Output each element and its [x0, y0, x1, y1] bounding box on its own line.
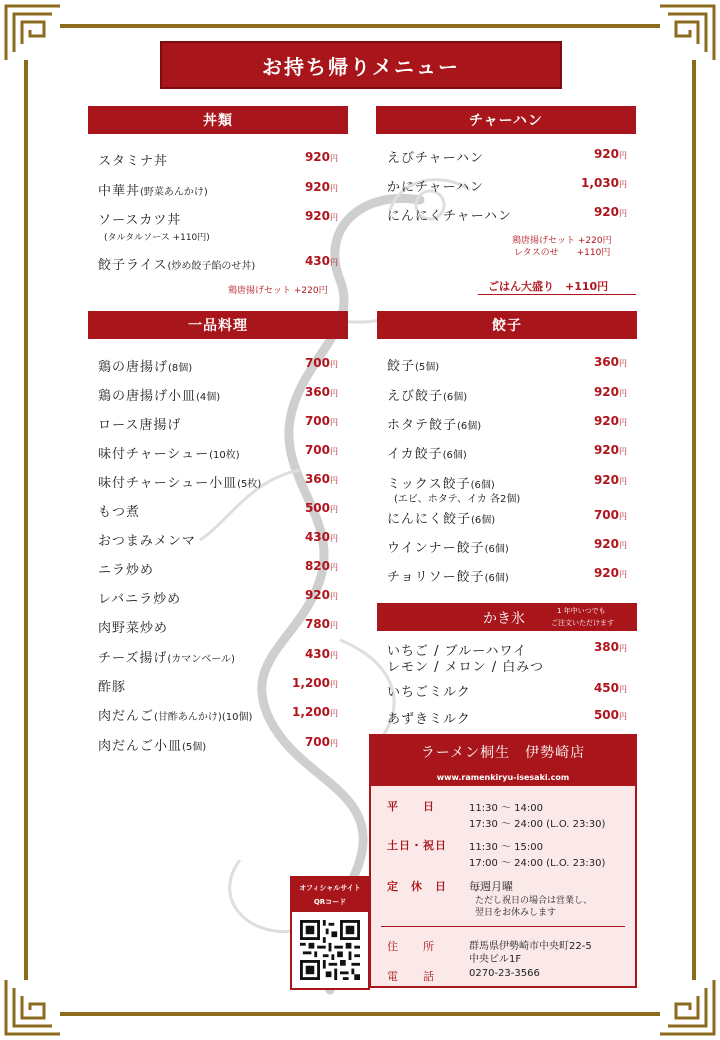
menu-item [387, 508, 627, 530]
item-note: (6個) [484, 573, 509, 584]
price-unit: 円 [619, 180, 627, 189]
item-price: 920 [593, 443, 619, 457]
menu-item [387, 537, 627, 559]
price-unit: 円 [619, 418, 627, 427]
item-note: (野菜あんかけ) [140, 187, 208, 198]
item-price: 1,200 [292, 705, 330, 719]
item-price: 360 [304, 472, 330, 486]
item-price: 700 [304, 735, 330, 749]
price-unit: 円 [619, 712, 627, 721]
item-name: スタミナ丼 [98, 154, 169, 169]
price-unit: 円 [619, 151, 627, 160]
qr-label [292, 878, 368, 912]
item-name: えびチャーハン [387, 151, 484, 166]
weekday-hours-1: 11:30 ～ 14:00 [469, 803, 543, 814]
section-title: 丼類 [203, 113, 233, 129]
section-title: かき氷 [483, 611, 525, 627]
chahan-set-note: 鶏唐揚げセット +220円 [512, 236, 612, 246]
item-name: ロース唐揚げ [98, 418, 182, 433]
item-price: 500 [593, 708, 619, 722]
price-unit: 円 [619, 685, 627, 694]
menu-item [98, 735, 338, 757]
holiday-label: 土日・祝日 [387, 839, 447, 852]
menu-item [98, 705, 338, 727]
item-name: 肉野菜炒め [98, 621, 169, 636]
price-unit: 円 [619, 541, 627, 550]
menu-item [387, 205, 627, 227]
item-name: かにチャーハン [387, 180, 484, 195]
item-name: 肉だんご [98, 709, 155, 724]
price-unit: 円 [330, 154, 338, 163]
kakigori-note-1: 1 年中いつでも [557, 607, 606, 615]
menu-item [98, 530, 338, 552]
address-line-1: 群馬県伊勢崎市中央町22-5 [469, 941, 592, 952]
item-price: 380 [593, 640, 619, 654]
price-unit: 円 [330, 360, 338, 369]
item-name: おつまみメンマ [98, 534, 196, 549]
item-name: 中華丼 [98, 184, 141, 199]
phone-label: 電 話 [387, 970, 435, 983]
price-unit: 円 [330, 447, 338, 456]
item-name: にんにくチャーハン [387, 209, 512, 224]
item-name: いちご / ブルーハワイ [387, 644, 528, 659]
item-name: チーズ揚げ [98, 651, 168, 666]
menu-item [98, 617, 338, 639]
price-unit: 円 [330, 563, 338, 572]
section-title: 餃子 [492, 318, 522, 334]
item-note: (6個) [457, 421, 482, 432]
item-price: 920 [593, 414, 619, 428]
menu-item [98, 501, 338, 523]
item-name: 餃子 [387, 359, 416, 374]
large-rice-note [478, 278, 636, 295]
item-price: 360 [593, 355, 619, 369]
section-header-donburi [88, 106, 348, 134]
price-unit: 円 [330, 389, 338, 398]
item-name: もつ煮 [98, 505, 141, 520]
price-unit: 円 [330, 739, 338, 748]
item-name: 餃子ライス [98, 258, 168, 273]
price-unit: 円 [330, 534, 338, 543]
item-price: 920 [593, 473, 619, 487]
price-unit: 円 [330, 592, 338, 601]
katsu-option-note: (タルタルソース +110円) [104, 233, 210, 243]
price-unit: 円 [330, 258, 338, 267]
menu-item [98, 385, 338, 407]
menu-item [98, 209, 338, 231]
menu-item [387, 385, 627, 407]
weekday-hours-2: 17:30 ～ 24:00 (L.O. 23:30) [469, 819, 606, 830]
section-title: 一品料理 [188, 318, 248, 334]
item-name: チョリソー餃子 [387, 570, 485, 585]
item-note: (6個) [442, 450, 467, 461]
item-price: 920 [593, 537, 619, 551]
item-note: (8個) [168, 363, 193, 374]
section-header-chahan [376, 106, 636, 134]
item-note: (甘酢あんかけ)(10個) [154, 712, 253, 723]
menu-item [98, 647, 338, 669]
menu-item [98, 150, 338, 172]
menu-item [98, 180, 338, 202]
price-unit: 円 [619, 359, 627, 368]
closed-label: 定 休 日 [387, 880, 447, 893]
price-unit: 円 [619, 209, 627, 218]
menu-title-text: お持ち帰りメニュー [262, 54, 460, 79]
item-price: 920 [593, 205, 619, 219]
item-price: 430 [304, 254, 330, 268]
price-unit: 円 [619, 644, 627, 653]
item-note: (6個) [484, 544, 509, 555]
item-note: (炒め餃子餡のせ丼) [167, 261, 256, 272]
price-unit: 円 [330, 476, 338, 485]
shop-info-panel [369, 734, 637, 988]
menu-item [98, 559, 338, 581]
donburi-set-note: 鶏唐揚げセット +220円 [228, 286, 328, 296]
item-price: 920 [593, 147, 619, 161]
menu-item [387, 176, 627, 198]
item-price: 360 [304, 385, 330, 399]
shop-url-link[interactable]: www.ramenkiryu-isesaki.com [371, 768, 635, 786]
closed-note-2: 翌日をお休みします [475, 908, 557, 918]
item-name: レモン / メロン / 白みつ [387, 660, 545, 675]
price-unit: 円 [330, 651, 338, 660]
item-note: (6個) [471, 515, 496, 526]
menu-item [387, 414, 627, 436]
menu-item [98, 414, 338, 436]
item-name: 酢豚 [98, 680, 127, 695]
item-price: 700 [304, 356, 330, 370]
price-unit: 円 [619, 512, 627, 521]
holiday-hours-1: 11:30 ～ 15:00 [469, 842, 543, 853]
item-price: 920 [304, 150, 330, 164]
address-label: 住 所 [387, 940, 435, 953]
menu-item [98, 254, 338, 276]
price-unit: 円 [619, 570, 627, 579]
menu-item [98, 443, 338, 465]
item-name: えび餃子 [387, 389, 444, 404]
item-name: にんにく餃子 [387, 512, 472, 527]
menu-title [160, 41, 562, 89]
item-price: 820 [304, 559, 330, 573]
item-note: (6個) [443, 392, 468, 403]
item-price: 920 [304, 209, 330, 223]
item-price: 1,200 [292, 676, 330, 690]
item-price: 920 [304, 588, 330, 602]
price-unit: 円 [619, 389, 627, 398]
menu-item [387, 147, 627, 169]
kakigori-note-2: ご注文いただけます [551, 619, 614, 627]
closed-note-1: ただし祝日の場合は営業し、 [475, 896, 593, 906]
menu-item-flavors [387, 656, 627, 678]
item-name: 味付チャーシュー [98, 447, 210, 462]
item-name: 肉だんご小皿 [98, 739, 183, 754]
item-name: 鶏の唐揚げ小皿 [98, 389, 197, 404]
menu-item [387, 708, 627, 730]
item-price: 500 [304, 501, 330, 515]
menu-item [98, 676, 338, 698]
item-name: ウインナー餃子 [387, 541, 485, 556]
address-line-2: 中央ビル1F [469, 954, 522, 965]
item-price: 430 [304, 647, 330, 661]
item-name: 味付チャーシュー小皿 [98, 476, 238, 491]
menu-item [387, 355, 627, 377]
item-price: 450 [593, 681, 619, 695]
price-unit: 円 [330, 709, 338, 718]
shop-name: ラーメン桐生 伊勢崎店 [371, 736, 635, 768]
item-price: 700 [593, 508, 619, 522]
item-price: 920 [593, 566, 619, 580]
large-rice-text: ごはん大盛り +110円 [488, 280, 609, 293]
section-header-gyoza [377, 311, 637, 339]
price-unit: 円 [330, 680, 338, 689]
section-header-ippin [88, 311, 348, 339]
item-price: 430 [304, 530, 330, 544]
menu-item [387, 443, 627, 465]
item-note: (6個) [470, 480, 495, 491]
item-price: 920 [593, 385, 619, 399]
item-name: ニラ炒め [98, 563, 155, 578]
item-price: 700 [304, 414, 330, 428]
item-note: (10枚) [209, 450, 240, 461]
item-name: レバニラ炒め [98, 592, 182, 607]
price-unit: 円 [330, 213, 338, 222]
section-header-kakigori [377, 603, 637, 631]
price-unit: 円 [330, 418, 338, 427]
qr-code-panel [290, 876, 370, 990]
section-title: チャーハン [469, 113, 543, 129]
item-note: (5個) [415, 362, 440, 373]
item-note: (5枚) [237, 479, 262, 490]
menu-item [387, 681, 627, 703]
weekday-label: 平 日 [387, 800, 435, 813]
item-name: ミックス餃子 [387, 477, 471, 492]
item-name: ソースカツ丼 [98, 213, 182, 228]
info-divider [381, 926, 625, 927]
phone-number[interactable]: 0270-23-3566 [469, 968, 540, 979]
mix-gyoza-note: (エビ、ホタテ、イカ 各2個) [394, 494, 521, 505]
menu-item [98, 356, 338, 378]
item-name: ホタテ餃子 [387, 418, 458, 433]
price-unit: 円 [330, 621, 338, 630]
closed-value: 毎週月曜 [469, 880, 513, 893]
price-unit: 円 [330, 505, 338, 514]
item-note: (5個) [182, 742, 207, 753]
item-price: 920 [304, 180, 330, 194]
menu-item [98, 588, 338, 610]
item-name: いちごミルク [387, 685, 471, 700]
price-unit: 円 [619, 447, 627, 456]
menu-item [387, 566, 627, 588]
item-price: 780 [304, 617, 330, 631]
item-name: あずきミルク [387, 712, 471, 727]
item-name: 鶏の唐揚げ [98, 360, 169, 375]
price-unit: 円 [330, 184, 338, 193]
chahan-lettuce-note: レタスのせ +110円 [514, 248, 611, 258]
price-unit: 円 [619, 477, 627, 486]
qr-label-line-2: QRコード [313, 898, 347, 906]
item-name: イカ餃子 [387, 447, 443, 462]
holiday-hours-2: 17:00 ～ 24:00 (L.O. 23:30) [469, 858, 606, 869]
item-note: (4個) [196, 392, 221, 403]
menu-item [98, 472, 338, 494]
qr-label-line-1: オフィシャルサイト [299, 884, 361, 892]
item-note: (カマンベール) [167, 654, 235, 665]
item-price: 1,030 [581, 176, 619, 190]
item-price: 700 [304, 443, 330, 457]
qr-code-icon[interactable] [300, 920, 360, 980]
